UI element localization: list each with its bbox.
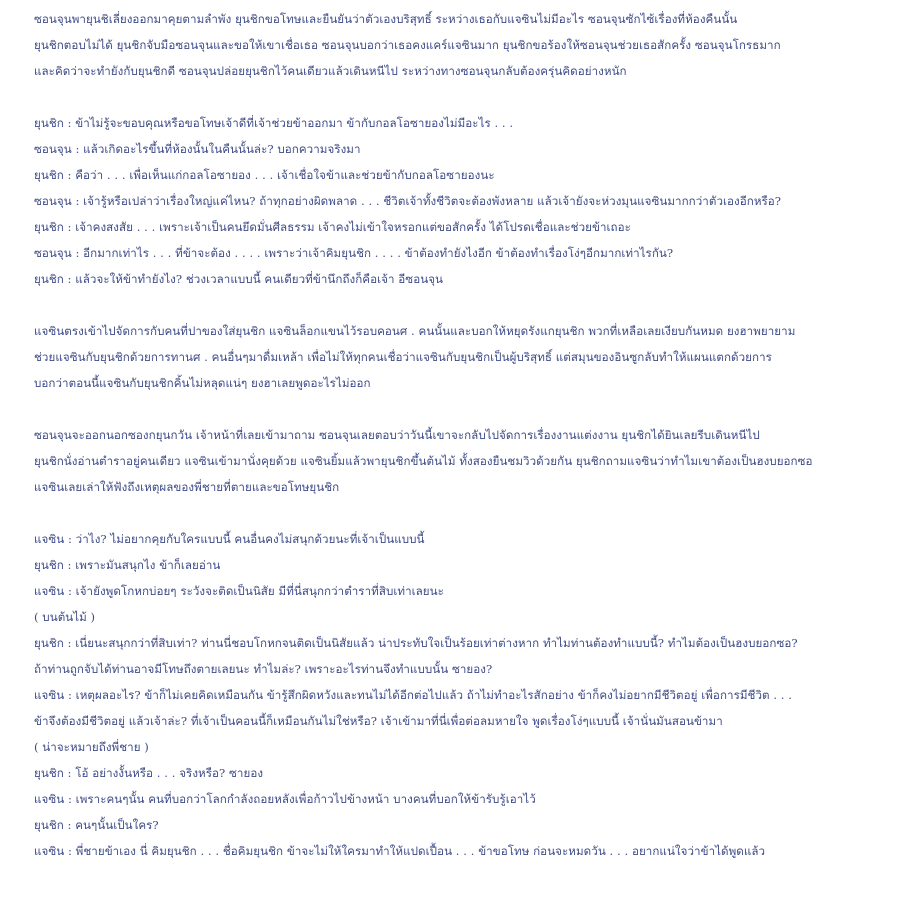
dialogue-line: แจซิน : เจ้ายังพูดโกหกบ่อยๆ ระวังจะติดเป็นนิสัย มีที่นี่สนุกกว่าตำราที่สิบเท่าเลยนะ xyxy=(34,584,444,598)
dialogue-1 xyxy=(34,110,878,292)
text-line: ช่วยแจซินกับยุนชิกด้วยการทานศ . คนอื่นๆมาดื่มเหล้า เพื่อไม่ให้ทุกคนเชื่อว่าแจซินกับยุนชิกเป็นผู้บริสุทธิ์ แต่สมุนของอินซูกลับทำให้แผนแตกด้วยการ xyxy=(34,350,772,364)
dialogue-line: ยุนชิก : เพราะมันสนุกไง ข้าก็เลยอ่าน xyxy=(34,558,221,572)
dialogue-2 xyxy=(34,526,878,864)
text-line: และคิดว่าจะทำยังกับยุนชิกดี ซอนจุนปล่อยยุนชิกไว้คนเดียวแล้วเดินหนีไป ระหว่างทางซอนจุนกลับต้องครุ่นคิดอย่างหนัก xyxy=(34,64,627,78)
text-line: ยุนชิกตอบไม่ได้ ยุนชิกจับมือซอนจุนและขอให้เขาเชื่อเธอ ซอนจุนบอกว่าเธอคงแคร์แจซินมาก ยุนชิกขอร้องให้ซอนจุนช่วยเธอสักครั้ง ซอนจุนโกรธมาก xyxy=(34,38,781,52)
dialogue-line: แจซิน : พี่ชายข้าเอง นี่ คิมยุนชิก . . . ชื่อคิมยุนชิก ข้าจะไม่ให้ใครมาทำให้แปดเปื้อน . . . ข้าขอโทษ ก่อนจะหมดวัน . . . อยากแน่ใจว่าข้าได้พูดแล้ว xyxy=(34,844,766,858)
dialogue-line: ยุนชิก : คือว่า . . . เพื่อเห็นแก่กอลโอซายอง . . . เจ้าเชื่อใจข้าและช่วยข้ากับกอลโอซายองนะ xyxy=(34,168,495,182)
dialogue-line: แจซิน : เหตุผลอะไร? ข้าก็ไม่เคยคิดเหมือนกัน ข้ารู้สึกผิดหวังและทนไม่ได้อีกต่อไปแล้ว ถ้าไม่ทำอะไรสักอย่าง ข้าก็คงไม่อยากมีชีวิตอยู่ เพื่อการมีชีวิต . . . xyxy=(34,688,793,702)
paragraph-spacer xyxy=(34,84,878,110)
text-line: บอกว่าตอนนี้แจซินกับยุนชิกคิ้นไม่หลุดแน่ๆ ยงฮาเลยพูดอะไรไม่ออก xyxy=(34,376,371,390)
dialogue-line: ยุนชิก : แล้วจะให้ข้าทำยังไง? ช่วงเวลาแบบนี้ คนเดียวที่ข้านึกถึงก็คือเจ้า อีซอนจุน xyxy=(34,272,444,286)
dialogue-line: ถ้าท่านถูกจับได้ท่านอาจมีโทษถึงตายเลยนะ ทำไมล่ะ? เพราะอะไรท่านจึงทำแบบนั้น ซายอง? xyxy=(34,662,493,676)
paragraph-2 xyxy=(34,318,878,396)
dialogue-line: ข้าจึงต้องมีชีวิตอยู่ แล้วเจ้าล่ะ? ที่เจ้าเป็นคอนนี้ก็เหมือนกันไม่ใช่หรือ? เจ้าเข้ามาที่นี่เพื่อต่อลมหายใจ พูดเรื่องโง่ๆแบบนี้ เจ้านั่นมันสอนข้ามา xyxy=(34,714,723,728)
paragraph-spacer xyxy=(34,500,878,526)
text-line: แจซินเลยเล่าให้ฟังถึงเหตุผลของพี่ชายที่ตายและขอโทษยุนชิก xyxy=(34,480,340,494)
dialogue-line: ซอนจุน : เจ้ารู้หรือเปล่าว่าเรื่องใหญ่แค่ไหน? ถ้าทุกอย่างผิดพลาด . . . ชีวิตเจ้าทั้งชีวิตจะต้องพังหลาย แล้วเจ้ายังจะห่วงมุนแจซินมากกว่าตัวเองอีกหรือ? xyxy=(34,194,782,208)
text-line: แจซินตรงเข้าไปจัดการกับคนที่ปาของใส่ยุนชิก แจซินล็อกแขนไว้รอบคอนศ . คนนั้นและบอกให้หยุดรังแกยุนชิก พวกที่เหลือเลยเงียบกันหมด ยงฮาพยายาม xyxy=(34,324,796,338)
dialogue-line: ซอนจุน : อีกมากเท่าไร . . . ที่ข้าจะต้อง . . . . เพราะว่าเจ้าคิมยุนชิก . . . . ข้าต้องทำยังไงอีก ข้าต้องทำเรื่องโง่ๆอีกมากเท่าไรกัน? xyxy=(34,246,674,260)
paragraph-3 xyxy=(34,422,878,500)
dialogue-line: ยุนชิก : เจ้าคงสงสัย . . . เพราะเจ้าเป็นคนยึดมั่นศีลธรรม เจ้าคงไม่เข้าใจหรอกแต่ขอสักครั้ง ได้โปรดเชื่อและช่วยข้าเถอะ xyxy=(34,220,631,234)
dialogue-line: ยุนชิก : ข้าไม่รู้จะขอบคุณหรือขอโทษเจ้าดีที่เจ้าช่วยข้าออกมา ข้ากับกอลโอซายองไม่มีอะไร . . . xyxy=(34,116,514,130)
dialogue-line: แจซิน : เพราะคนๆนั้น คนที่บอกว่าโลกกำลังถอยหลังเพื่อก้าวไปข้างหน้า บางคนที่บอกให้ข้ารับรู้เอาไว้ xyxy=(34,792,536,806)
dialogue-line: ซอนจุน : แล้วเกิดอะไรขึ้นที่ห้องนั้นในคืนนั้นล่ะ? บอกความจริงมา xyxy=(34,142,361,156)
paragraph-spacer xyxy=(34,292,878,318)
stage-direction: ( บนต้นไม้ ) xyxy=(34,610,96,624)
stage-direction: ( น่าจะหมายถึงพี่ชาย ) xyxy=(34,740,149,754)
dialogue-line: แจซิน : ว่าไง? ไม่อยากคุยกับใครแบบนี้ คนอื่นคงไม่สนุกด้วยนะที่เจ้าเป็นแบบนี้ xyxy=(34,532,425,546)
text-line: ยุนชิกนั่งอ่านตำราอยู่คนเดียว แจซินเข้ามานั่งคุยด้วย แจซินยิ้มแล้วพายุนชิกขึ้นต้นไม้ ทั้งสองยืนชมวิวด้วยกัน ยุนชิกถามแจซินว่าทำไมเขาต้องเป็นฮงบยอกซอ xyxy=(34,454,813,468)
dialogue-line: ยุนชิก : เนี่ยนะสนุกกว่าที่สิบเท่า? ท่านนี่ชอบโกหกจนติดเป็นนิสัยแล้ว น่าประทับใจเป็นร้อยเท่าต่างหาก ทำไมท่านต้องทำแบบนี้? ทำไมต้องเป็นฮงบยอกซอ? xyxy=(34,636,798,650)
dialogue-line: ยุนชิก : คนๆนั้นเป็นใคร? xyxy=(34,818,159,832)
paragraph-spacer xyxy=(34,396,878,422)
text-line: ซอนจุนจะออกนอกซองกยุนกวัน เจ้าหน้าที่เลยเข้ามาถาม ซอนจุนเลยตอบว่าวันนี้เขาจะกลับไปจัดการเรื่องงานแต่งงาน ยุนชิกได้ยินเลยรีบเดินหนีไป xyxy=(34,428,760,442)
paragraph-1 xyxy=(34,6,878,84)
dialogue-line: ยุนชิก : โอ้ อย่างงั้นหรือ . . . จริงหรือ? ซายอง xyxy=(34,766,264,780)
text-line: ซอนจุนพายุนชิเลี่ยงออกมาคุยตามลำพัง ยุนชิกขอโทษและยืนยันว่าตัวเองบริสุทธิ์ ระหว่างเธอกับแจซินไม่มีอะไร ซอนจุนซักไซ้เรื่องที่ห้องคืนนั้น xyxy=(34,12,738,26)
